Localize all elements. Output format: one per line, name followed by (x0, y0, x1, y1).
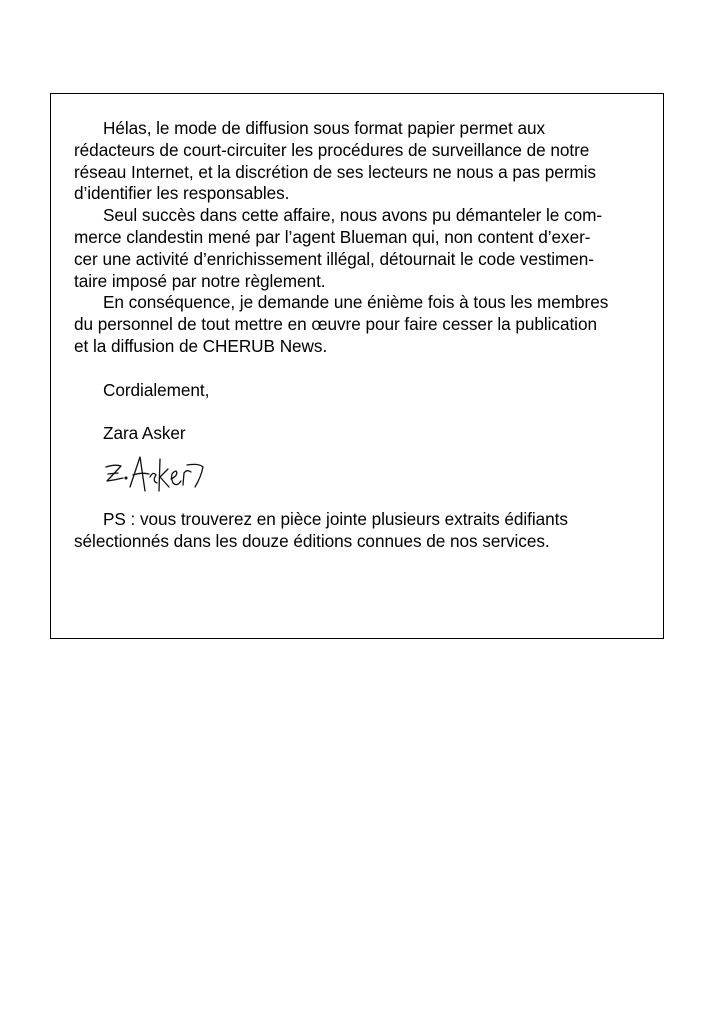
text-line: rédacteurs de court-circuiter les procédures de surveillance de notre (74, 139, 590, 160)
signer-name (74, 423, 639, 445)
paragraph-1 (74, 118, 639, 205)
paragraph-3 (74, 292, 639, 357)
text-line: et la diffusion de CHERUB News. (74, 335, 328, 356)
postscript (74, 509, 639, 553)
closing (74, 380, 639, 402)
signature-image (103, 447, 213, 503)
text-line: En conséquence, je demande une énième fois à tous les membres (103, 292, 609, 313)
text-line: merce clandestin mené par l’agent Blueman qui, non content d’exer- (74, 226, 591, 247)
handwritten-signature (103, 447, 639, 503)
text-line: PS : vous trouverez en pièce jointe plusieurs extraits édifiants (103, 508, 568, 529)
text-line: taire imposé par notre règlement. (74, 270, 326, 291)
paragraph-2 (74, 205, 639, 292)
spacer (74, 401, 639, 423)
text-line: du personnel de tout mettre en œuvre pour faire cesser la publication (74, 314, 597, 335)
text-line: sélectionnés dans les douze éditions connues de nos services. (74, 530, 550, 551)
spacer (74, 358, 639, 380)
text-line: cer une activité d’enrichissement illégal, détournait le code vestimen- (74, 248, 594, 269)
letter-box (50, 93, 664, 639)
letter-body (74, 118, 639, 553)
signer-name-text: Zara Asker (103, 423, 186, 444)
text-line: réseau Internet, et la discrétion de ses lecteurs ne nous a pas permis (74, 161, 596, 182)
text-line: d’identifier les responsables. (74, 183, 290, 204)
text-line: Seul succès dans cette affaire, nous avons pu démanteler le com- (103, 205, 603, 226)
closing-text: Cordialement, (103, 379, 210, 400)
text-line: Hélas, le mode de diffusion sous format papier permet aux (103, 118, 546, 138)
